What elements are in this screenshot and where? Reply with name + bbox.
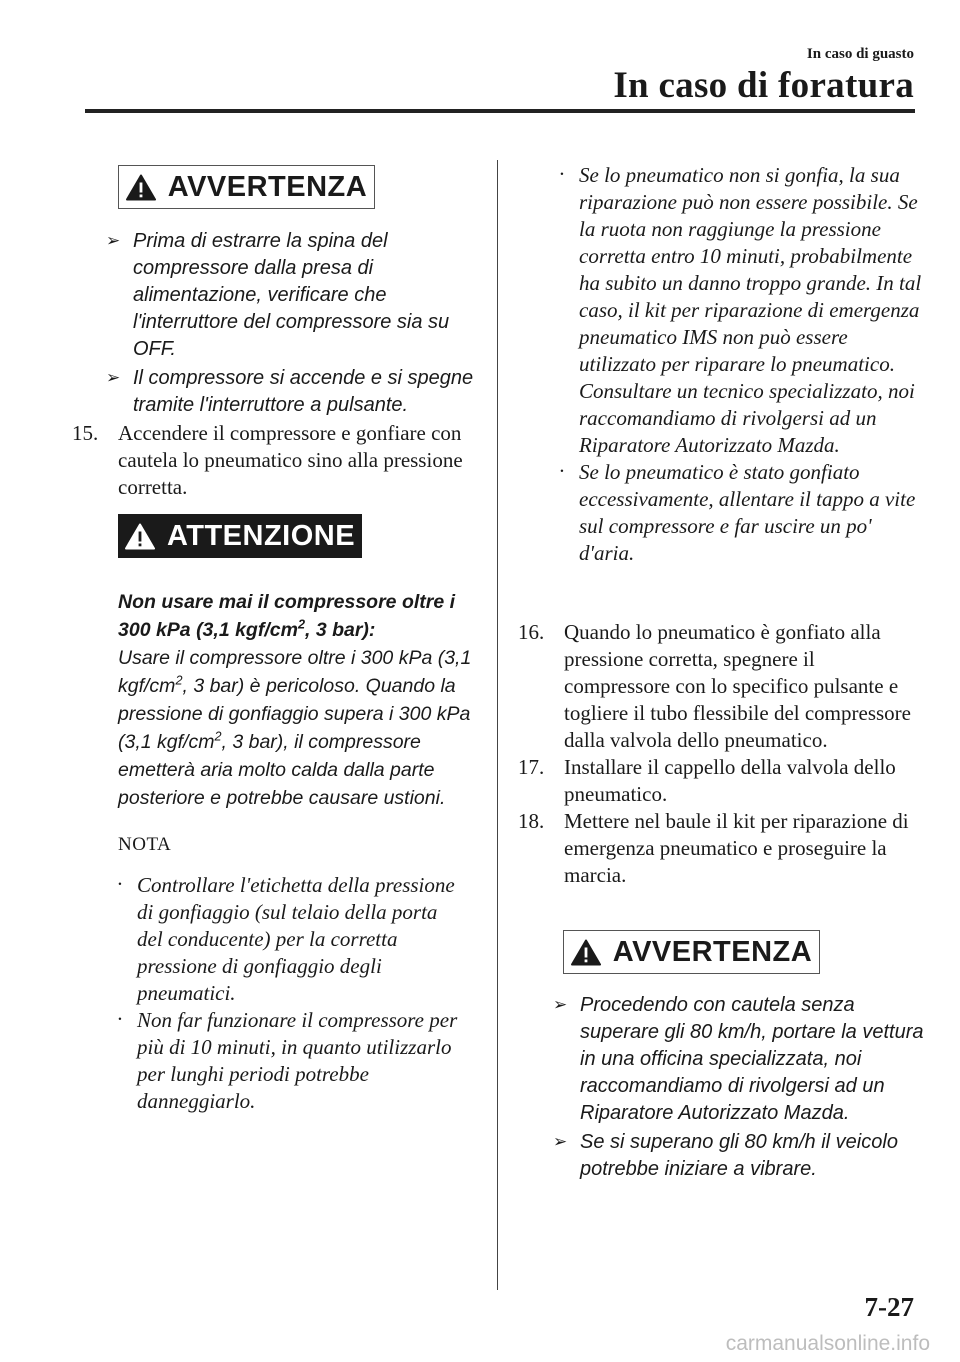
caution-text [118, 588, 478, 812]
header-rule [85, 109, 915, 113]
warning-box [563, 930, 820, 974]
warning-item: ➢ Procedendo con cautela senza superare gli 80 km/h, portare la vettura in una officina specializzata, noi raccomandiamo di rivolgersi ad un Riparatore Autorizzato Mazda. [553, 994, 924, 1124]
warning-triangle-icon [571, 939, 601, 966]
step-number: 16. [518, 620, 545, 644]
caution-triangle-icon [125, 523, 155, 550]
arrow-bullet-icon: ➢ [106, 368, 121, 388]
nota-item: · Controllare l'etichetta della pressione di gonfiaggio (sul telaio della porta del conducente) per la corretta pressione di gonfiaggio degli pneumatici. [117, 872, 455, 1005]
step-text: Quando lo pneumatico è gonfiato alla pressione corretta, spegnere il compressore con lo specifico pulsante e togliere il tubo flessibile del compressore dalla valvola dello pneumatico. [564, 620, 911, 752]
warning-label: AVVERTENZA [612, 935, 813, 968]
nota-item: · Se lo pneumatico non si gonfia, la sua riparazione può non essere possibile. Se la ruota non raggiunge la pressione corretta entro 10 minuti, probabilmente ha subito un danno troppo grande. In tal caso, il kit per riparazione di emergenza pneumatico IMS non può essere utilizzato per riparare lo pneumatico. Consultare un tecnico specializzato, noi raccomandiamo di rivolgersi ad un Riparatore Autorizzato Mazda. [559, 162, 922, 457]
warning-list [553, 992, 928, 1183]
warning-item: ➢ Il compressore si accende e si spegne tramite l'interruttore a pulsante. [106, 367, 474, 416]
caution-paragraph: Usare il compressore oltre i 300 kPa (3,1 kgf/$cm^2$, 3 bar) è pericoloso. Quando la pressione di gonfiaggio supera i 300 kPa (3,1 kgf/$cm^2$, 3 bar), il compressore emetterà aria molto calda dalla parte posteriore e potrebbe causare ustioni. [118, 647, 472, 809]
caution-box [118, 514, 362, 558]
column-divider [497, 160, 498, 1290]
step-number: 18. [518, 809, 545, 833]
arrow-bullet-icon: ➢ [106, 231, 121, 251]
warning-label: AVVERTENZA [167, 170, 368, 203]
dot-bullet-icon: · [117, 872, 123, 896]
step-number: 15. [72, 421, 99, 445]
step-15 [72, 420, 518, 501]
nota-label: NOTA [118, 834, 172, 855]
step-18 [518, 808, 918, 889]
caution-label: ATTENZIONE [166, 519, 356, 552]
nota-continued [557, 162, 925, 567]
section-title: In caso di guasto [806, 46, 914, 62]
arrow-bullet-icon: ➢ [553, 995, 568, 1015]
step-text: Accendere il compressore e gonfiare con cautela lo pneumatico sino alla pressione corretta. [118, 421, 463, 499]
step-text: Mettere nel baule il kit per riparazione di emergenza pneumatico e proseguire la marcia. [564, 809, 909, 887]
step-text: Installare il cappello della valvola dello pneumatico. [564, 755, 896, 806]
arrow-bullet-icon: ➢ [553, 1132, 568, 1152]
warning-box [118, 165, 375, 209]
warning-triangle-icon [126, 174, 156, 201]
nota-item: · Non far funzionare il compressore per più di 10 minuti, in quanto utilizzarlo per lunghi periodi potrebbe danneggiarlo. [117, 1007, 458, 1113]
warning-item: ➢ Se si superano gli 80 km/h il veicolo potrebbe iniziare a vibrare. [553, 1131, 898, 1180]
dot-bullet-icon: · [559, 162, 565, 186]
warning-item: ➢ Prima di estrarre la spina del compressore dalla presa di alimentazione, verificare che l'interruttore del compressore sia su OFF. [106, 230, 450, 360]
footer-watermark: carmanualsonline.info [725, 1332, 930, 1355]
step-number: 17. [518, 755, 545, 779]
page-title: In caso di foratura [613, 65, 914, 106]
nota-list [115, 872, 460, 1115]
step-17 [518, 754, 918, 808]
dot-bullet-icon: · [117, 1007, 123, 1031]
nota-item: · Se lo pneumatico è stato gonfiato eccessivamente, allentare il tappo a vite sul compressore e far uscire un po' d'aria. [559, 459, 916, 565]
caution-heading: Non usare mai il compressore oltre i 300 kPa (3,1 kgf/$cm^2$, 3 bar): [118, 591, 456, 641]
steps-list [518, 619, 918, 889]
dot-bullet-icon: · [559, 459, 565, 483]
page-number: 7-27 [864, 1292, 914, 1322]
warning-list [106, 228, 476, 419]
step-16 [518, 619, 918, 754]
